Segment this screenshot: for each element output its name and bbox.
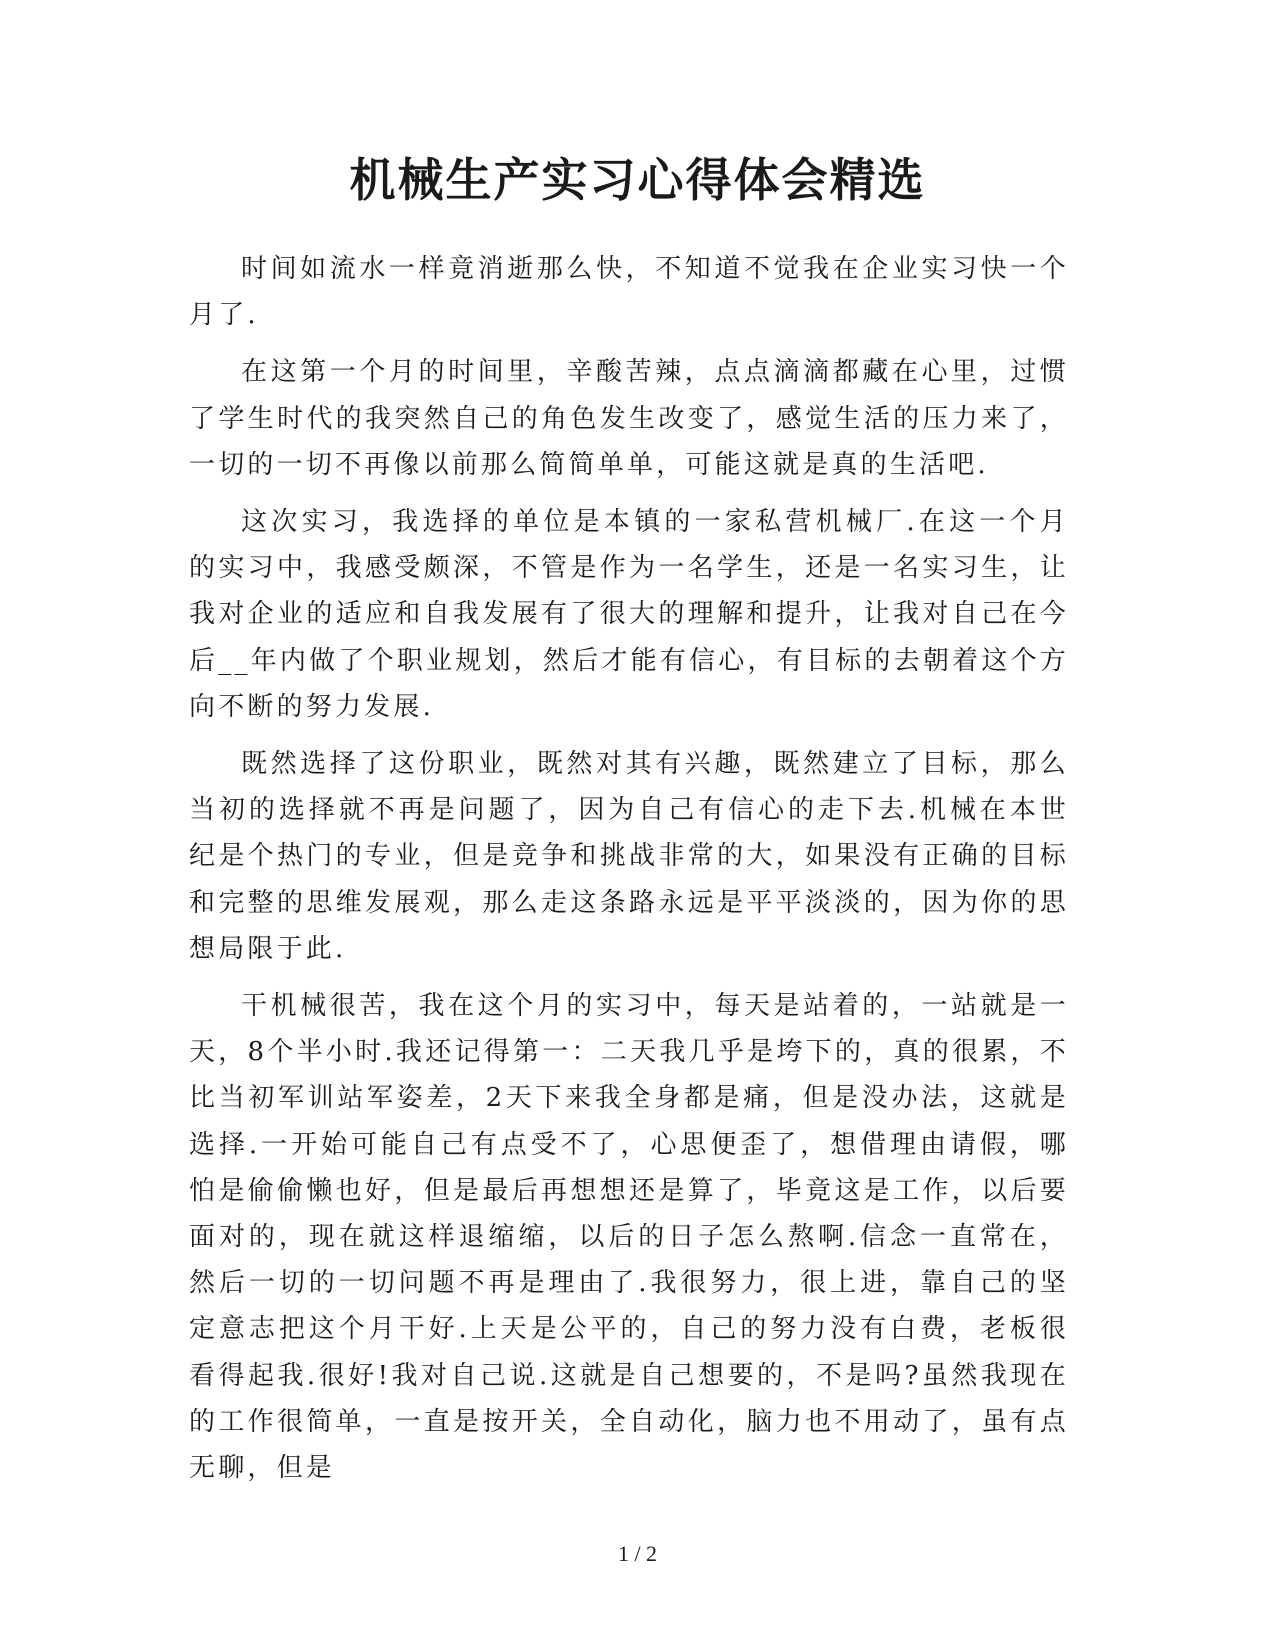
paragraph: 时间如流水一样竟消逝那么快，不知道不觉我在企业实习快一个月了. <box>189 254 1069 331</box>
page-number: 1 / 2 <box>617 1541 658 1566</box>
paragraph: 这次实习，我选择的单位是本镇的一家私营机械厂.在这一个月的实习中，我感受颇深，不管是作为一名学生，还是一名实习生，让我对企业的适应和自我发展有了很大的理解和提升，让我对自己在今后__年内做了个职业规划，然后才能有信心，有目标的去朝着这个方向不断的努力发展. <box>189 507 1069 722</box>
document-title: 机械生产实习心得体会精选 <box>349 153 926 207</box>
paragraph: 在这第一个月的时间里，辛酸苦辣，点点滴滴都藏在心里，过惯了学生时代的我突然自己的角色发生改变了，感觉生活的压力来了，一切的一切不再像以前那么简简单单，可能这就是真的生活吧. <box>189 357 1069 480</box>
paragraph: 既然选择了这份职业，既然对其有兴趣，既然建立了目标，那么当初的选择就不再是问题了，因为自己有信心的走下去.机械在本世纪是个热门的专业，但是竞争和挑战非常的大，如果没有正确的目标和完整的思维发展观，那么走这条路永远是平平淡淡的，因为你的思想局限于此. <box>189 749 1069 964</box>
paragraph: 干机械很苦，我在这个月的实习中，每天是站着的，一站就是一天，8个半小时.我还记得第一：二天我几乎是垮下的，真的很累，不比当初军训站军姿差，2天下来我全身都是痛，但是没办法，这就是选择.一开始可能自己有点受不了，心思便歪了，想借理由请假，哪怕是偷偷懒也好，但是最后再想想还是算了，毕竟这是工作，以后要面对的，现在就这样退缩缩，以后的日子怎么熬啊.信念一直常在，然后一切的一切问题不再是理由了.我很努力，很上进，靠自己的坚定意志把这个月干好.上天是公平的，自己的努力没有白费，老板很看得起我.很好!我对自己说.这就是自己想要的，不是吗?虽然我现在的工作很简单，一直是按开关，全自动化，脑力也不用动了，虽有点无聊，但是 <box>189 991 1069 1484</box>
document-body <box>189 246 1069 1502</box>
